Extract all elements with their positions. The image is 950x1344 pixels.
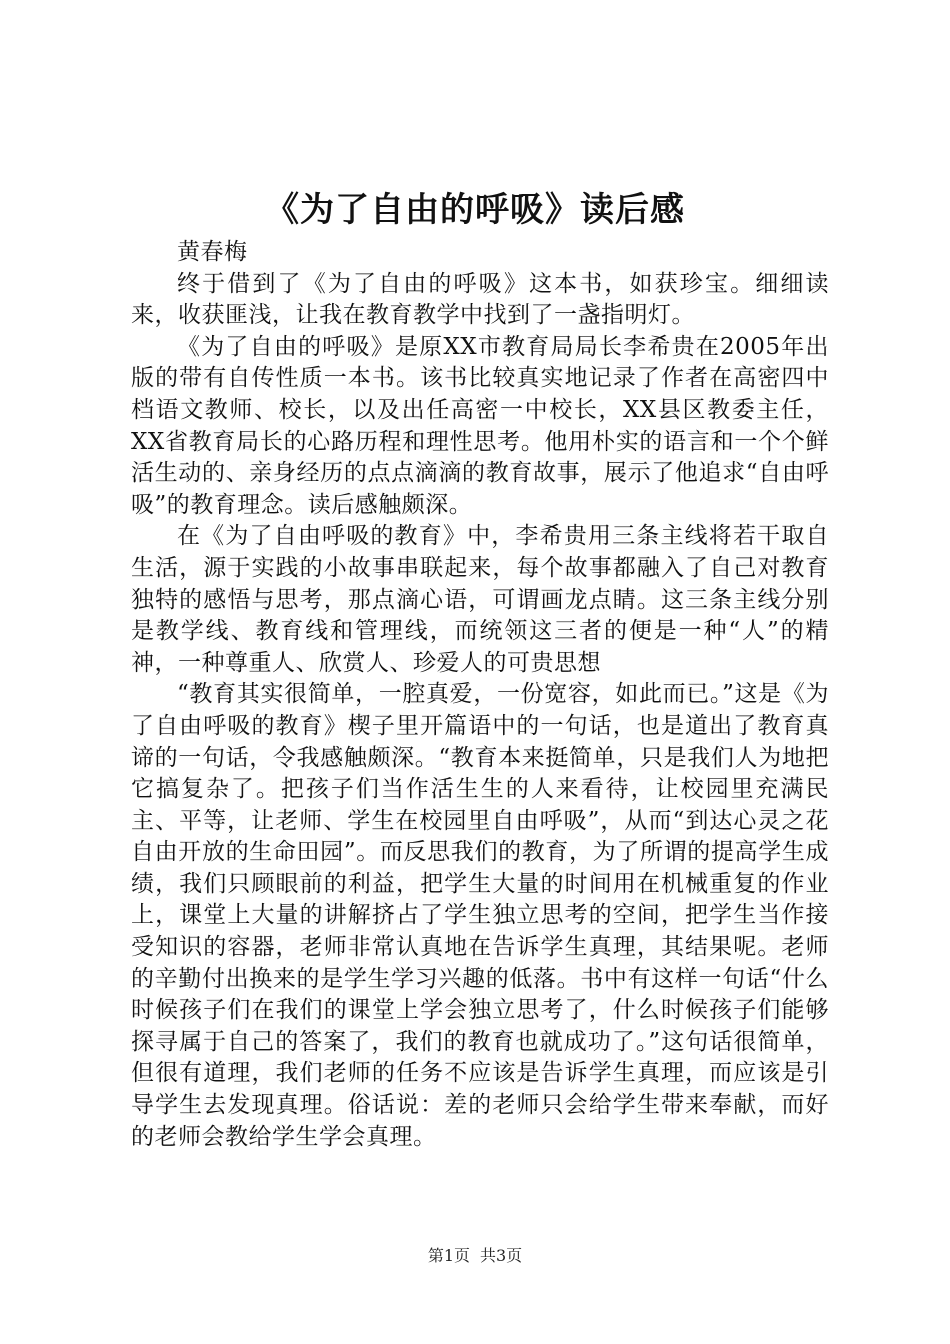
paragraph-1: 终于借到了《为了自由的呼吸》这本书，如获珍宝。细细读来，收获匪浅，让我在教育教学中找到了一盏指明灯。 xyxy=(131,270,829,329)
page-footer xyxy=(0,1246,950,1266)
paragraph-2: 《为了自由的呼吸》是原XX市教育局局长李希贵在2005年出版的带有自传性质一本书。该书比较真实地记录了作者在高密四中档语文教师、校长，以及出任高密一中校长，XX县区教委主任，XX省教育局长的心路历程和理性思考。他用朴实的语言和一个个鲜活生动的、亲身经历的点点滴滴的教育故事，展示了他追求“自由呼吸”的教育理念。读后感触颇深。 xyxy=(131,333,829,518)
paragraph-3: 在《为了自由呼吸的教育》中，李希贵用三条主线将若干取自生活，源于实践的小故事串联起来，每个故事都融入了自己对教育独特的感悟与思考，那点滴心语，可谓画龙点睛。这三条主线分别是教学线、教育线和管理线，而统领这三者的便是一种“人”的精神，一种尊重人、欣赏人、珍爱人的可贵思想 xyxy=(131,523,829,676)
document-body xyxy=(131,237,829,1153)
author-name: 黄春梅 xyxy=(177,239,248,265)
document-title: 《为了自由的呼吸》读后感 xyxy=(265,190,685,230)
page-number: 第1页 xyxy=(427,1246,470,1265)
paragraph-4: “教育其实很简单，一腔真爱，一份宽容，如此而已。”这是《为了自由呼吸的教育》楔子里开篇语中的一句话，也是道出了教育真谛的一句话，令我感触颇深。“教育本来挺简单，只是我们人为地把它搞复杂了。把孩子们当作活生生的人来看待，让校园里充满民主、平等，让老师、学生在校园里自由呼吸”，从而“到达心灵之花自由开放的生命田园”。而反思我们的教育，为了所谓的提高学生成绩，我们只顾眼前的利益，把学生大量的时间用在机械重复的作业上，课堂上大量的讲解挤占了学生独立思考的空间，把学生当作接受知识的容器，老师非常认真地在告诉学生真理，其结果呢。老师的辛勤付出换来的是学生学习兴趣的低落。书中有这样一句话“什么时候孩子们在我们的课堂上学会独立思考了，什么时候孩子们能够探寻属于自己的答案了，我们的教育也就成功了。”这句话很简单，但很有道理，我们老师的任务不应该是告诉学生真理，而应该是引导学生去发现真理。俗话说：差的老师只会给学生带来奉献，而好的老师会教给学生学会真理。 xyxy=(131,681,829,1150)
page-total: 共3页 xyxy=(480,1246,523,1265)
